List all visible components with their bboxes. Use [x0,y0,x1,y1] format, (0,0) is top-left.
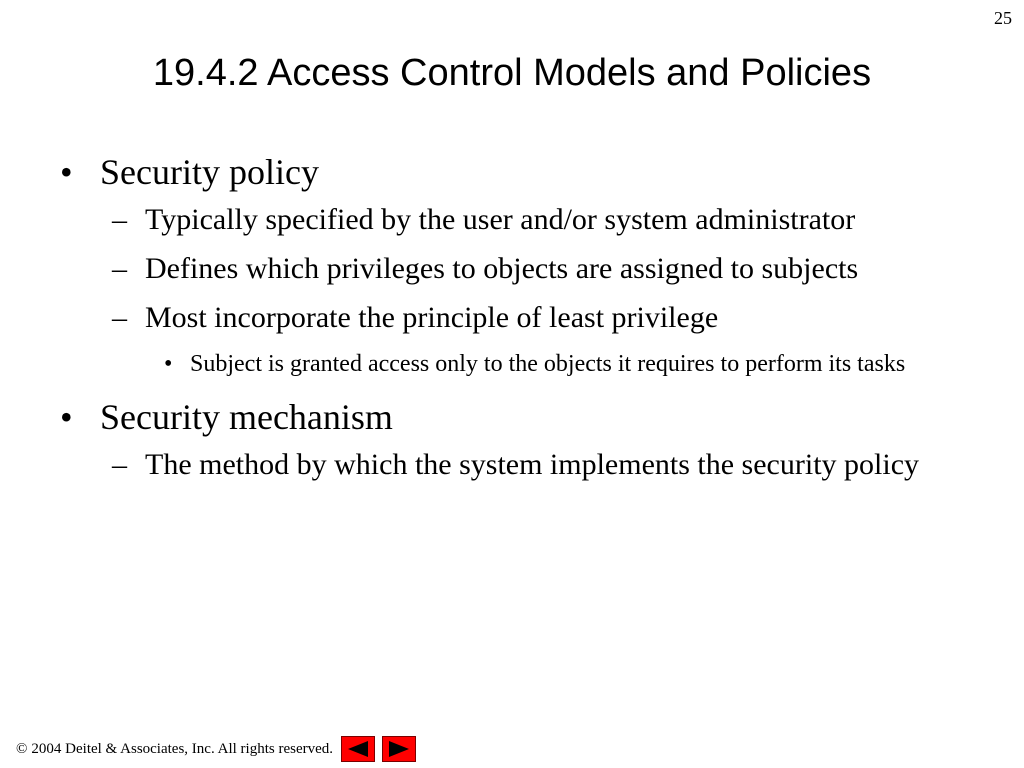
page-number: 25 [994,8,1012,28]
sub-bullet-defines-privileges [60,249,980,289]
previous-slide-button[interactable] [341,736,375,762]
bullet-text: Security policy [100,152,319,192]
footer [16,736,423,762]
right-arrow-icon [387,740,411,758]
slide-title: 19.4.2 Access Control Models and Policies [152,52,872,94]
sub-bullet-typically-specified [60,200,980,240]
left-arrow-icon [346,740,370,758]
sub-bullet-method [60,445,980,485]
bullet-marker: • [60,397,73,437]
slide-navigation [341,736,423,762]
sub-sub-bullet-subject-granted [60,347,950,381]
sub-bullet-least-privilege [60,298,980,338]
bullet-security-mechanism [60,395,980,439]
bullet-security-policy [60,150,980,194]
sub-sub-bullet-text: Subject is granted access only to the objects it requires to perform its tasks [190,351,906,377]
bullet-group-security-mechanism [60,395,980,485]
sub-bullet-text: The method by which the system implements the security policy [145,448,920,481]
dash-marker: – [112,301,127,334]
bullet-marker: • [164,351,173,377]
sub-bullet-text: Typically specified by the user and/or system administrator [145,203,856,236]
sub-bullet-text: Most incorporate the principle of least privilege [145,301,719,334]
dash-marker: – [112,203,127,236]
copyright-text: 2004 Deitel & Associates, Inc. All rights reserved. [31,740,334,757]
slide-content [60,150,980,499]
bullet-text: Security mechanism [100,397,393,437]
bullet-group-security-policy [60,150,980,381]
next-slide-button[interactable] [382,736,416,762]
dash-marker: – [112,252,127,285]
sub-bullet-text: Defines which privileges to objects are assigned to subjects [145,252,859,285]
bullet-marker: • [60,152,73,192]
dash-marker: – [112,448,127,481]
copyright-symbol: © [16,740,28,757]
